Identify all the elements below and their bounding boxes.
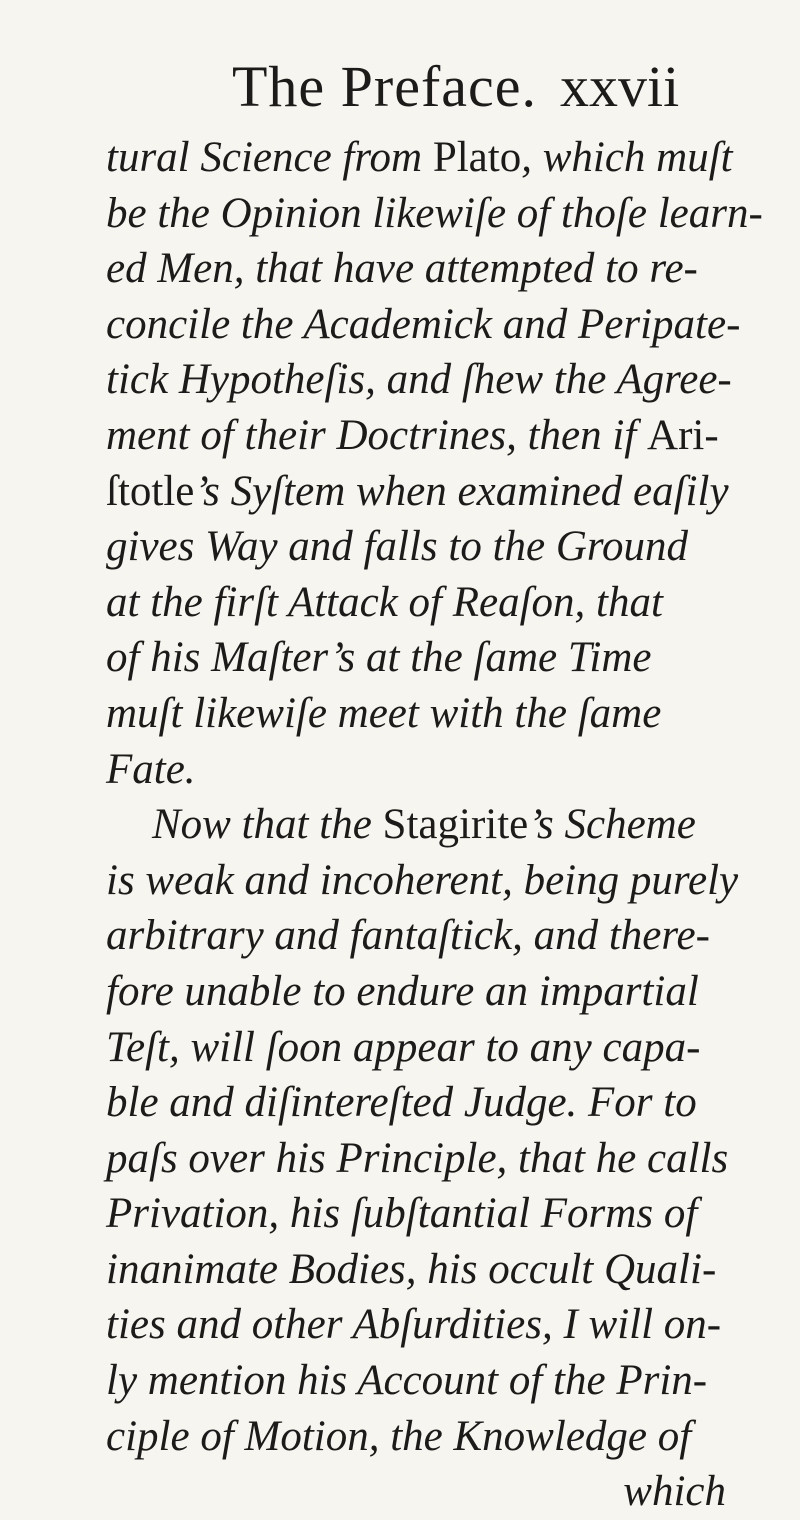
text-line (106, 1186, 726, 1242)
text-segment: tick Hypotheſis, and ſhew the Agree- (106, 356, 732, 404)
text-segment: Privation, his ſubſtantial Forms of (106, 1190, 698, 1238)
text-line (106, 853, 739, 909)
text-segment: ’s Syſtem when examined eaſily (194, 467, 729, 515)
text-line (106, 519, 726, 575)
text-line (106, 1131, 729, 1187)
text-segment: paſs over his Principle, that he calls (106, 1134, 729, 1182)
text-segment: , which muſt (521, 134, 733, 181)
text-segment: of his Maſter’s at the ſame Time (106, 634, 652, 682)
text-segment: Teſt, will ſoon appear to any capa- (106, 1023, 701, 1071)
text-segment: ble and diſintereſted Judge. For to (106, 1079, 697, 1127)
text-segment: Stagirite (382, 801, 529, 849)
text-segment: ciple of Motion, the Knowledge of (106, 1412, 692, 1460)
text-segment: arbitrary and fantaſtick, and there- (106, 912, 710, 960)
text-segment: fore unable to endure an impartial (106, 967, 699, 1015)
text-segment: tural Science from (106, 134, 433, 181)
text-segment: Now that the (152, 801, 383, 849)
text-segment: concile the Academick and Peripate- (106, 300, 741, 348)
text-segment: be the Opinion likewiſe of thoſe learn- (106, 189, 763, 237)
text-line (106, 575, 726, 631)
text-line (106, 1353, 726, 1409)
text-line (106, 408, 726, 464)
text-segment: ties and other Abſurdities, I will on- (106, 1301, 722, 1349)
text-line (106, 742, 726, 798)
text-segment: gives Way and falls to the Ground (106, 523, 689, 571)
text-segment: Ari- (647, 411, 719, 459)
text-line (106, 1075, 726, 1131)
text-segment: ment of their Doctrines, then if (106, 411, 648, 459)
text-segment: ’s Scheme (528, 801, 696, 849)
text-line (106, 630, 726, 686)
text-line (106, 797, 726, 853)
text-line (106, 1464, 726, 1520)
text-segment: is weak and incoherent, being purely (106, 856, 739, 904)
text-line (106, 130, 733, 186)
text-segment: Plato (432, 134, 522, 181)
text-segment: ed Men, that have attempted to re- (106, 245, 698, 293)
text-segment: inanimate Bodies, his occult Quali- (106, 1245, 717, 1293)
text-line (106, 686, 726, 742)
text-line (106, 1020, 726, 1076)
text-line (106, 297, 741, 353)
text-line (106, 1297, 726, 1353)
text-line (106, 964, 726, 1020)
text-segment: ſtotle (106, 467, 195, 515)
text-segment: which (623, 1468, 726, 1516)
page-number: xxvii (560, 54, 680, 119)
text-segment: muſt likewiſe meet with the ſame (106, 689, 662, 737)
text-line (106, 1409, 726, 1465)
text-line (106, 352, 732, 408)
text-segment: Fate. (106, 745, 196, 793)
text-segment: at the firſt Attack of Reaſon, that (106, 578, 663, 626)
text-line (106, 908, 726, 964)
text-line (106, 464, 729, 520)
text-line (106, 241, 726, 297)
body-text (106, 130, 763, 1520)
page-title: The Preface. (232, 54, 538, 119)
text-segment: ly mention his Account of the Prin- (106, 1357, 708, 1405)
text-line (106, 1242, 726, 1298)
text-line (106, 186, 763, 242)
